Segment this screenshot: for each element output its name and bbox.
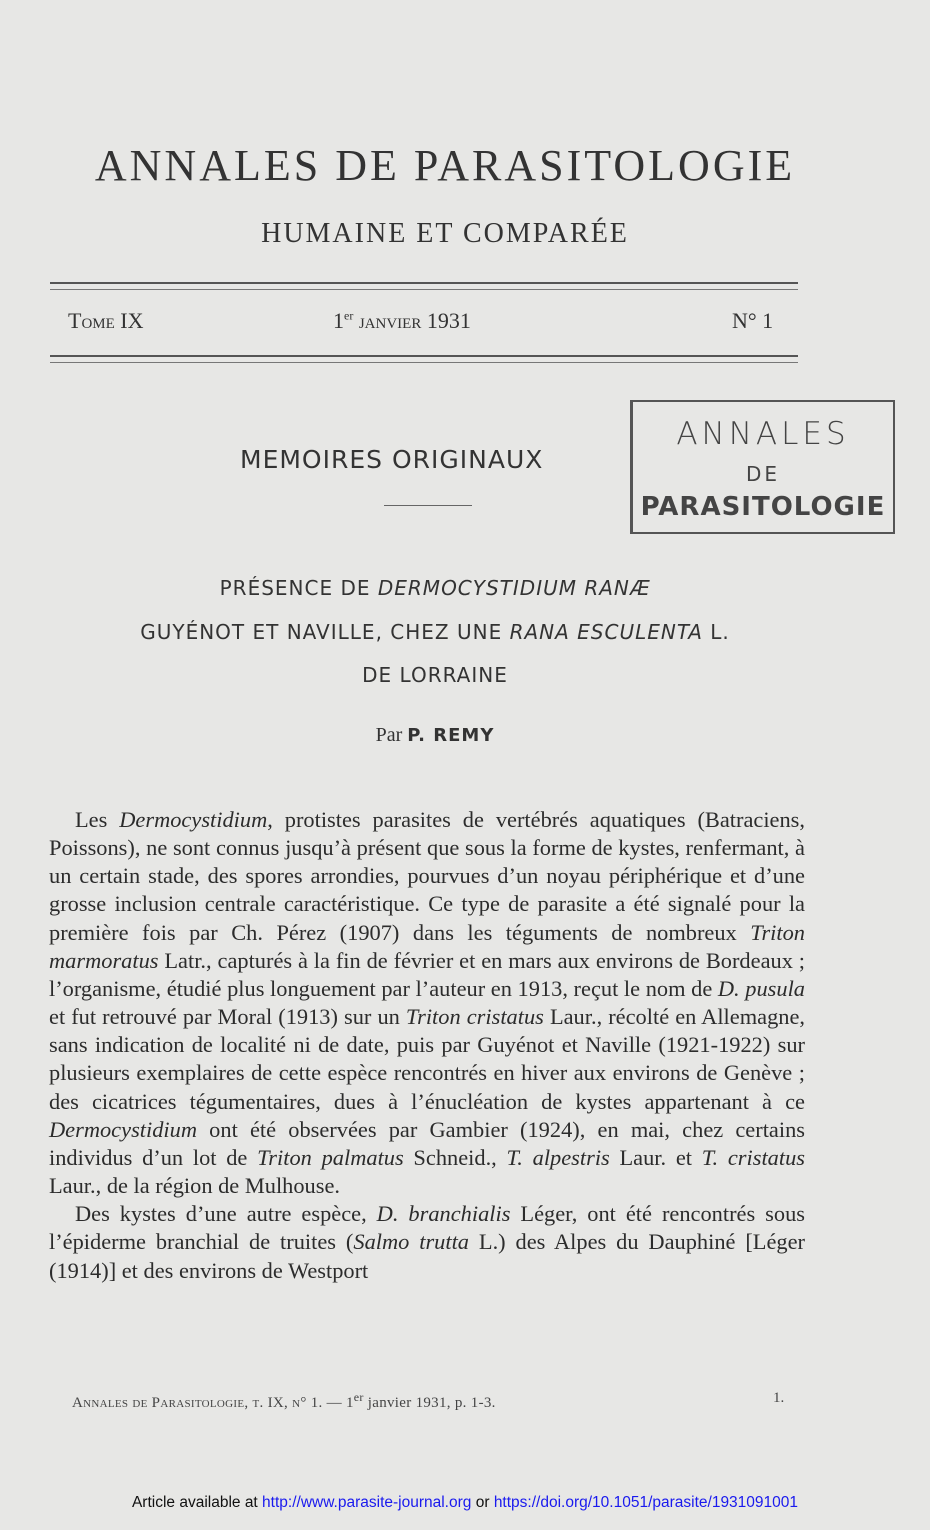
text: Laur., de la région de Mulhouse. [49,1173,341,1199]
library-stamp [630,400,895,534]
text: L.) des Alpes du Dauphiné [Léger (1914)] et des environs de Westport [49,1229,806,1283]
doi-link[interactable]: https://doi.org/10.1051/parasite/1931091001 [493,1494,799,1511]
text: Les [75,807,120,832]
byline [40,724,830,747]
text: Schneid., [403,1144,507,1170]
issue-number: N° 1 [732,308,774,333]
citation-sup: er [353,1390,364,1404]
stamp-line-2: DE [745,462,781,486]
text: Laur., récolté en Allemagne, sans indication de localité ni de date, puis par Guyénot et Naville (1921-1922) sur plusieurs exemplaires de cette espèce rencontrés en hiver aux environs de Genève ; des cicatrices tégumentaires, dues à l’énucléation de kystes appartenant à ce [49,1004,805,1114]
author-name: P. REMY [407,725,495,746]
tome-label: Tome IX [68,308,144,333]
paragraph-1 [49,806,805,1200]
issue-date-sup: er [344,308,354,323]
article-title-line-2 [40,620,830,644]
text: ont été observées par Gambier (1924), en mai, chez certains individus d’un lot de [49,1116,805,1170]
paragraph-2 [49,1200,805,1284]
article-title-line-1 [40,576,830,600]
text: , protistes parasites de vertébrés aquatiques (Batraciens, Poissons), ne sont connus jusqu’à présent que sous la forme de kystes, renfermant, à un certain stade, des spores arrondies, pourvues d’un noyau périphérique et d’une grosse inclusion centrale caractéristique. Ce type de parasite a été signalé pour la première fois par Ch. Pérez (1907) dans les téguments de nombreux [49,807,805,945]
citation-footer [72,1390,496,1412]
taxon: D. pusula [717,975,805,1001]
journal-link[interactable]: http://www.parasite-journal.org [262,1494,472,1511]
title-text: L. [702,620,730,644]
text: Des kystes d’une autre espèce, [75,1201,377,1227]
taxon: T. alpestris [506,1144,610,1170]
citation-text: janvier 1931, p. 1-3. [363,1395,496,1411]
text: Léger, ont été rencontrés sous l’épiderme branchial de truites ( [49,1201,805,1255]
title-text: PRÉSENCE DE [219,576,378,600]
issue-date-rest: janvier 1931 [358,308,471,333]
taxon: Dermocystidium [49,1116,197,1142]
taxon: D. branchialis [376,1201,511,1227]
taxon: T. cristatus [701,1144,806,1170]
byline-prefix: Par [375,724,408,746]
text: Laur. et [609,1144,702,1170]
availability-notice [0,1494,930,1512]
stamp-line-1: ANNALES [676,416,850,452]
availability-prefix: Article available at [131,1494,263,1511]
journal-title: ANNALES DE PARASITOLOGIE [94,141,796,190]
journal-subtitle: HUMAINE ET COMPARÉE [261,218,629,249]
article-body [49,806,805,1285]
section-divider [384,505,472,506]
title-species: RANA ESCULENTA [509,620,703,644]
issue-date [333,308,471,334]
text: Latr., capturés à la fin de février et en mars aux environs de Bordeaux ; l’organisme, étudié plus longuement par l’auteur en 1913, reçut le nom de [49,947,805,1001]
title-genus: DERMOCYSTIDIUM RANÆ [377,576,651,600]
section-heading: MEMOIRES ORIGINAUX [240,445,544,474]
page-number: 1. [773,1390,785,1406]
title-text: GUYÉNOT ET NAVILLE, CHEZ UNE [140,620,510,644]
taxon: Triton palmatus [257,1144,404,1170]
taxon: Triton cristatus [405,1004,544,1030]
taxon: Salmo trutta [353,1229,470,1255]
taxon: Dermocystidium [119,807,268,832]
header-rule-top [50,282,798,290]
header-rule-bottom [50,355,798,363]
taxon: Triton marmoratus [49,919,805,973]
stamp-line-3: PARASITOLOGIE [640,492,886,522]
article-title-line-3: DE LORRAINE [362,663,508,687]
issue-date-day: 1 [333,308,344,333]
citation-text: Annales de Parasitologie, t. IX, n° 1. — 1 [72,1395,354,1411]
availability-or: or [471,1494,494,1511]
text: et fut retrouvé par Moral (1913) sur un [49,1004,406,1030]
